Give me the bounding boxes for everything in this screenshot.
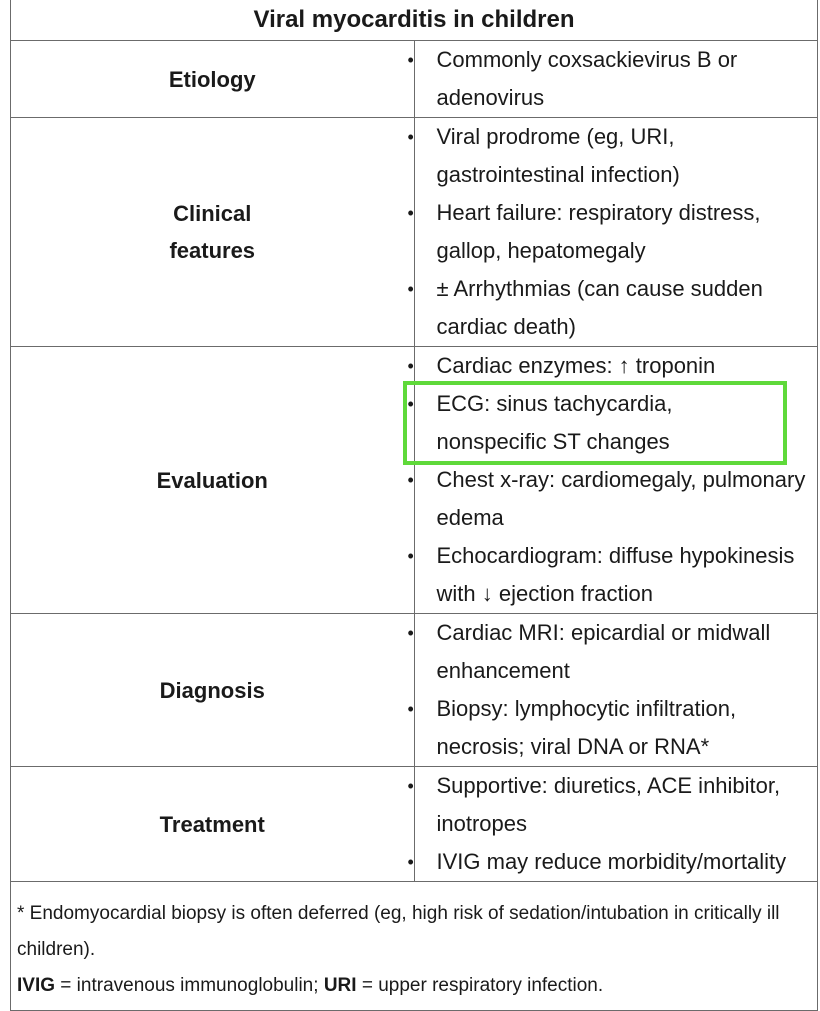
category-diagnosis: Diagnosis (11, 614, 415, 767)
abbr-ivig: IVIG (17, 975, 56, 996)
list-item: • Cardiac MRI: epicardial or midwall enhancement (415, 614, 818, 690)
category-clinical-features (11, 118, 415, 347)
list-item: • Supportive: diuretics, ACE inhibitor, inotropes (415, 767, 818, 843)
table-row-treatment (11, 767, 818, 882)
footnote-abbreviations (17, 968, 811, 1004)
list-item: • Biopsy: lymphocytic infiltration, necrosis; viral DNA or RNA* (415, 690, 818, 766)
list-item: • Cardiac enzymes: ↑ troponin (415, 347, 818, 385)
footnote-biopsy: * Endomyocardial biopsy is often deferred (eg, high risk of sedation/intubation in critically ill children). (17, 903, 780, 960)
list-item: • ± Arrhythmias (can cause sudden cardiac death) (415, 270, 818, 346)
table-row-footnote (11, 882, 818, 1011)
abbr-uri: URI (323, 975, 357, 996)
category-etiology: Etiology (11, 41, 415, 118)
list-item: • Echocardiogram: diffuse hypokinesis with ↓ ejection fraction (415, 537, 818, 613)
list-item: • Heart failure: respiratory distress, gallop, hepatomegaly (415, 194, 818, 270)
abbr-ivig-definition: = intravenous immunoglobulin; (55, 975, 324, 996)
footnote (11, 882, 818, 1011)
table-row-etiology (11, 41, 818, 118)
list-item: • Commonly coxsackievirus B or adenovirus (415, 41, 818, 117)
list-item: • Chest x-ray: cardiomegaly, pulmonary edema (415, 461, 818, 537)
category-line: features (169, 238, 256, 263)
list-item: • Viral prodrome (eg, URI, gastrointestinal infection) (415, 118, 818, 194)
table-title: Viral myocarditis in children (11, 0, 818, 41)
items-clinical-features (414, 118, 818, 347)
category-line: Clinical (173, 201, 252, 226)
highlighted-list-item-ecg: • ECG: sinus tachycardia, nonspecific ST changes (407, 385, 784, 461)
abbr-uri-definition: = upper respiratory infection. (356, 975, 604, 996)
items-etiology (414, 41, 818, 118)
myocarditis-table (10, 0, 818, 1011)
table-row-evaluation (11, 347, 818, 614)
items-evaluation (414, 347, 818, 614)
table-row-diagnosis (11, 614, 818, 767)
category-treatment: Treatment (11, 767, 415, 882)
table-row-clinical-features (11, 118, 818, 347)
items-treatment (414, 767, 818, 882)
category-evaluation: Evaluation (11, 347, 415, 614)
items-diagnosis (414, 614, 818, 767)
list-item: • IVIG may reduce morbidity/mortality (415, 843, 818, 881)
